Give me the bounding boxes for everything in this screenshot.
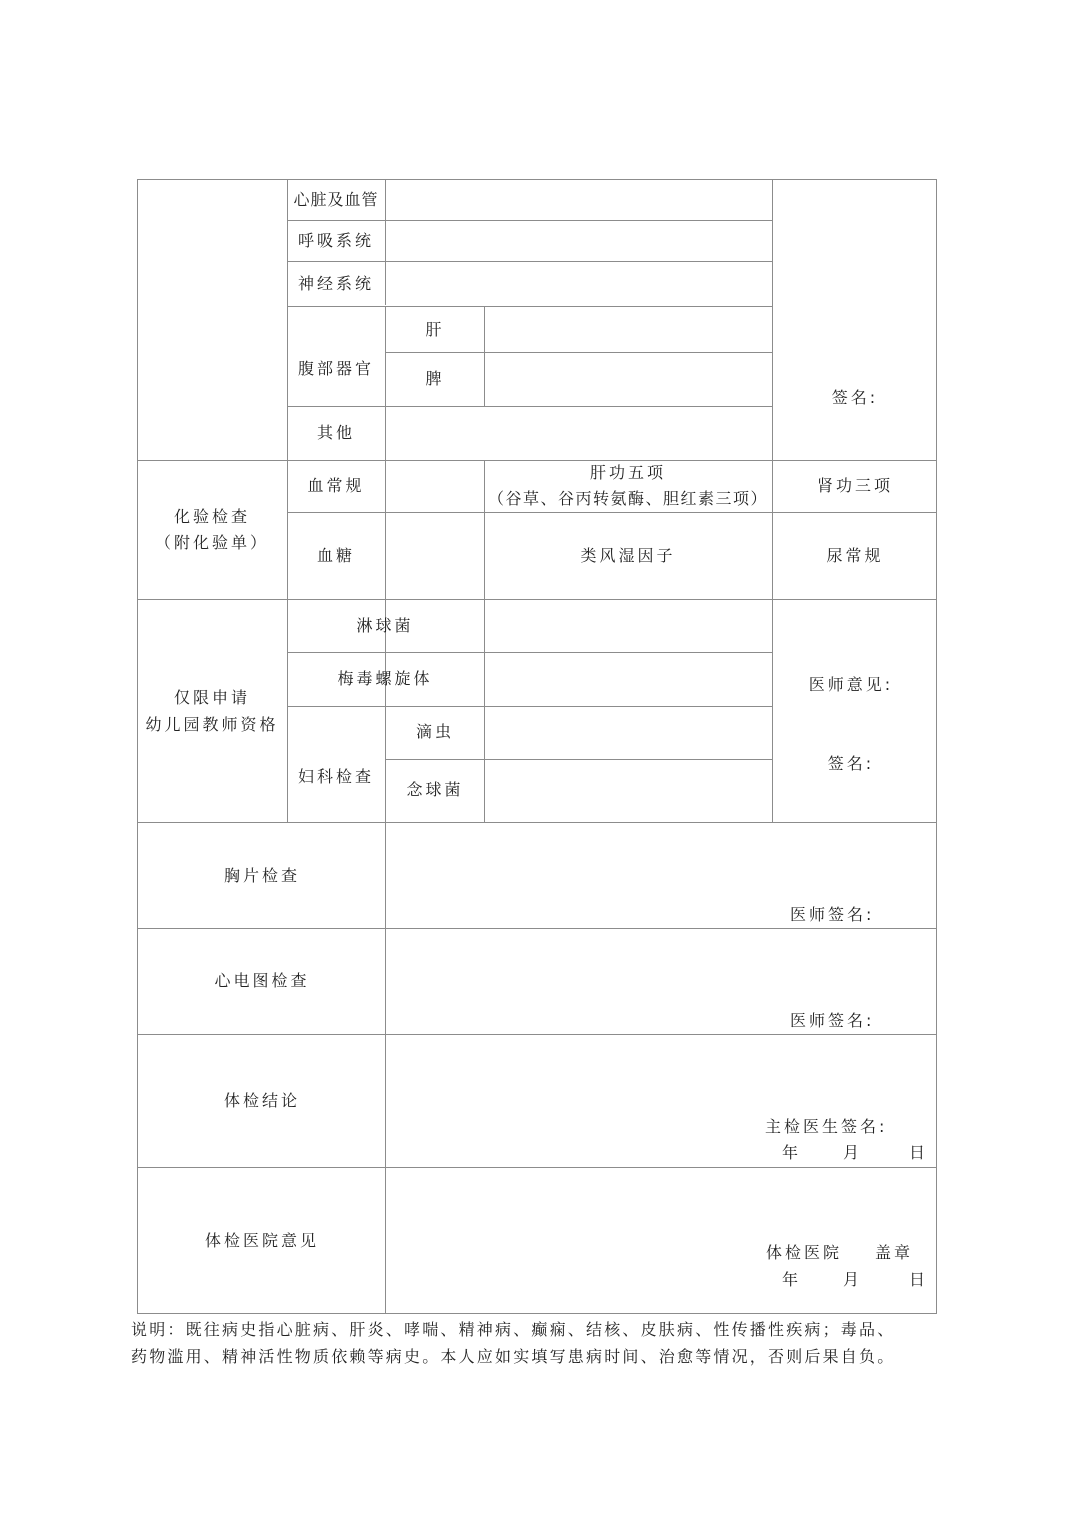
health-exam-form: [137, 179, 937, 1314]
grid-line: [137, 1167, 937, 1168]
nervous-system-label: 神经系统: [297, 274, 375, 293]
gynecology-label: 妇科检查: [297, 767, 375, 786]
doctor-opinion-label: 医师意见:: [808, 675, 894, 694]
hospital-seal-label: 盖章: [875, 1243, 914, 1262]
exam-signature-label: 签名:: [831, 388, 879, 407]
grid-line: [137, 822, 937, 823]
grid-line: [137, 928, 937, 929]
grid-line: [287, 220, 773, 221]
kindergarten-section-label: [145, 684, 278, 738]
grid-line: [287, 652, 773, 653]
hospital-year-label: 年: [782, 1270, 802, 1289]
candida-label: 念球菌: [406, 780, 464, 799]
respiratory-system-label: 呼吸系统: [297, 231, 375, 250]
chest-xray-signature-label: 医师签名:: [790, 905, 875, 924]
blood-routine-label: 血常规: [307, 476, 365, 495]
conclusion-day-label: 日: [909, 1143, 929, 1162]
conclusion-label: 体检结论: [223, 1091, 301, 1110]
hospital-day-label: 日: [909, 1270, 929, 1289]
kindergarten-section-line1: 仅限申请: [173, 688, 251, 707]
lab-tests-subtitle: （附化验单）: [154, 533, 270, 552]
grid-line: [385, 179, 386, 305]
ecg-label: 心电图检查: [214, 971, 310, 990]
form-border-right: [936, 179, 937, 1314]
grid-line: [484, 306, 485, 406]
grid-line: [287, 706, 773, 707]
chief-doctor-signature-label: 主检医生签名:: [765, 1117, 888, 1136]
kidney-function-label: 肾功三项: [816, 476, 894, 495]
grid-line: [385, 352, 773, 353]
rheumatoid-factor-label: 类风湿因子: [580, 546, 676, 565]
conclusion-year-label: 年: [782, 1143, 802, 1162]
blood-sugar-label: 血糖: [316, 546, 356, 565]
syphilis-label: 梅毒螺旋体: [337, 669, 433, 688]
grid-line: [772, 179, 773, 822]
ecg-signature-label: 医师签名:: [790, 1011, 875, 1030]
grid-line: [385, 759, 773, 760]
gonococcus-label: 淋球菌: [356, 616, 414, 635]
spleen-label: 脾: [425, 369, 445, 388]
grid-line: [287, 179, 288, 822]
liver-function-title: 肝功五项: [589, 463, 667, 482]
heart-vessels-label: 心脏及血管: [293, 190, 379, 209]
form-border-bottom: [137, 1313, 937, 1314]
hospital-month-label: 月: [843, 1270, 863, 1289]
kindergarten-signature-label: 签名:: [827, 754, 875, 773]
grid-line: [287, 406, 773, 407]
chest-xray-label: 胸片检查: [223, 866, 301, 885]
footnote: [131, 1316, 961, 1370]
footnote-line2: 药物滥用、精神活性物质依赖等病史。本人应如实填写患病时间、治愈等情况，否则后果自负。: [131, 1347, 896, 1366]
liver-label: 肝: [425, 320, 445, 339]
grid-line: [287, 261, 773, 262]
hospital-opinion-label: 体检医院意见: [204, 1231, 320, 1250]
grid-line: [484, 599, 485, 822]
grid-line: [137, 1034, 937, 1035]
urine-routine-label: 尿常规: [826, 546, 884, 565]
grid-line: [287, 306, 773, 307]
lab-tests-title: 化验检查: [173, 507, 251, 526]
lab-tests-section-label: [155, 504, 269, 556]
abdominal-organs-label: 腹部器官: [297, 359, 375, 378]
liver-function-subtitle: （谷草、谷丙转氨酶、胆红素三项）: [487, 489, 769, 508]
hospital-name-label: 体检医院: [766, 1243, 843, 1262]
grid-line: [484, 460, 485, 599]
grid-line: [385, 306, 386, 1314]
grid-line: [137, 599, 937, 600]
other-label: 其他: [316, 423, 356, 442]
footnote-line1: 说明：既往病史指心脏病、肝炎、哮喘、精神病、癫痫、结核、皮肤病、性传播性疾病；毒品、: [131, 1320, 896, 1339]
kindergarten-section-line2: 幼儿园教师资格: [145, 715, 279, 734]
trichomonas-label: 滴虫: [415, 722, 455, 741]
form-border-top: [137, 179, 937, 180]
conclusion-month-label: 月: [843, 1143, 863, 1162]
grid-line: [287, 512, 937, 513]
liver-function-label: [488, 460, 768, 512]
form-border-left: [137, 179, 138, 1314]
